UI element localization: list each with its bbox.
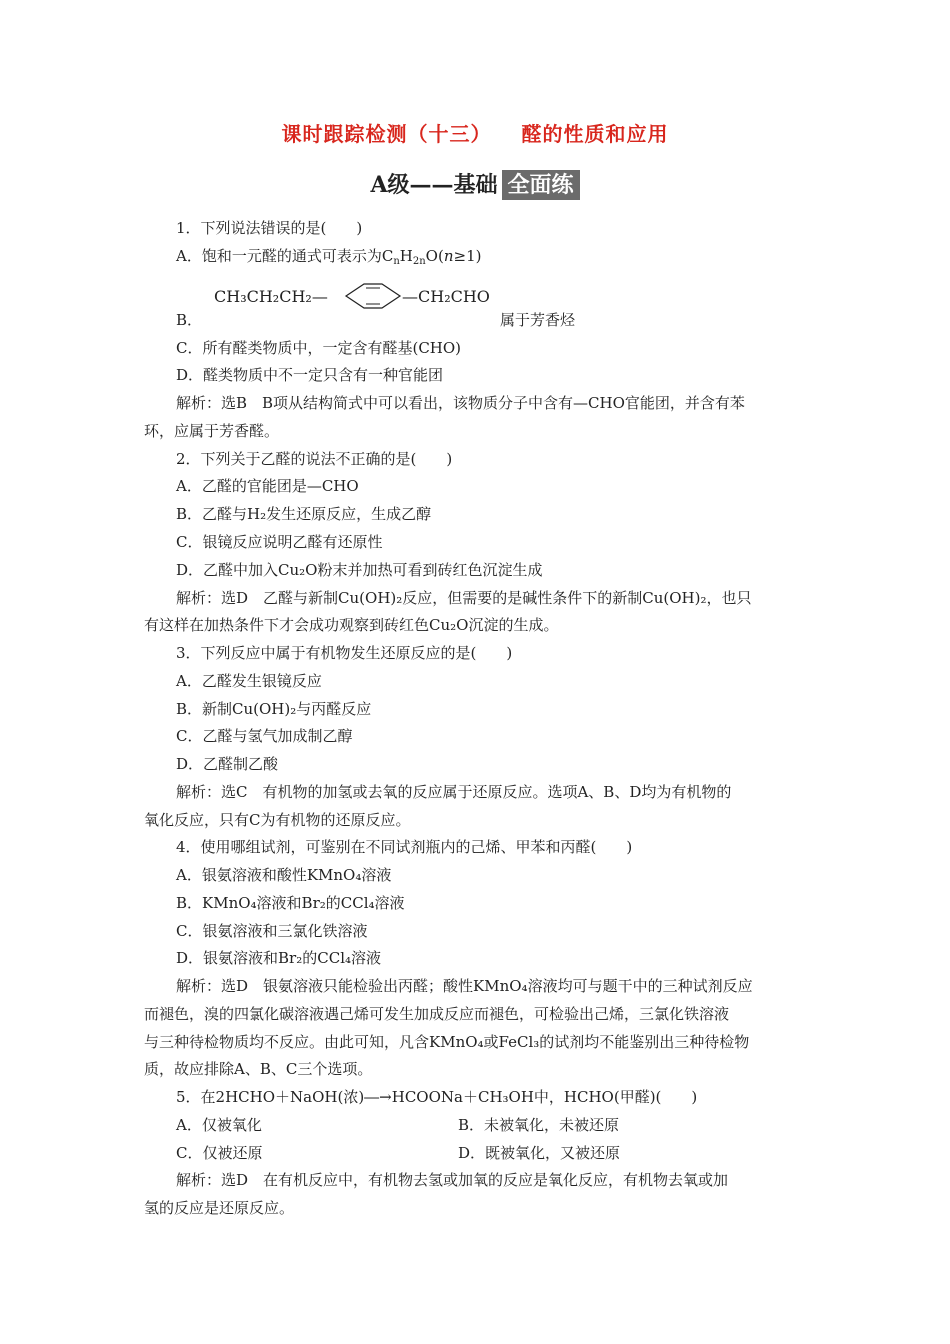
- q5-stem: 5．在2HCHO＋NaOH(浓)―→HCOONa＋CH₃OH中，HCHO(甲醛)( ): [176, 1088, 698, 1106]
- page-title: [0, 118, 950, 147]
- q2-stem: 2．下列关于乙醛的说法不正确的是( ): [176, 450, 453, 468]
- title-right: 醛的性质和应用: [521, 122, 669, 146]
- q2-analysis-2: 有这样在加热条件下才会成功观察到砖红色Cu₂O沉淀的生成。: [144, 616, 559, 634]
- title-left: 课时跟踪检测（十三）: [281, 122, 492, 146]
- q5-option-c: C．仅被还原: [176, 1144, 263, 1162]
- q4-option-c: C．银氨溶液和三氯化铁溶液: [176, 922, 368, 940]
- q1-analysis-1: 解析：选B B项从结构简式中可以看出，该物质分子中含有—CHO官能团，并含有苯: [176, 394, 745, 412]
- q3-option-d: D．乙醛制乙酸: [176, 755, 279, 773]
- q4-analysis-2: 而褪色，溴的四氯化碳溶液遇己烯可发生加成反应而褪色，可检验出己烯，三氯化铁溶液: [144, 1005, 730, 1023]
- q4-analysis-3: 与三种待检物质均不反应。由此可知，凡含KMnO₄或FeCl₃的试剂均不能鉴别出三种待检物: [144, 1033, 750, 1051]
- q3-analysis-1: 解析：选C 有机物的加氢或去氧的反应属于还原反应。选项A、B、D均为有机物的: [176, 783, 732, 801]
- q5-analysis-2: 氢的反应是还原反应。: [144, 1199, 295, 1217]
- level-heading: [0, 168, 950, 200]
- q5-option-a: A．仅被氧化: [176, 1116, 262, 1134]
- q1-option-b-tail: 属于芳香烃: [500, 311, 576, 329]
- level-text: A级——基础: [370, 172, 498, 198]
- formula-left: CH₃CH₂CH₂—: [214, 287, 328, 306]
- q3-stem: 3．下列反应中属于有机物发生还原反应的是( ): [176, 644, 513, 662]
- q5-analysis-1: 解析：选D 在有机反应中，有机物去氢或加氧的反应是氧化反应，有机物去氧或加: [176, 1171, 729, 1189]
- q2-analysis-1: 解析：选D 乙醛与新制Cu(OH)₂反应，但需要的是碱性条件下的新制Cu(OH)₂，也只: [176, 589, 752, 607]
- q2-option-d: D．乙醛中加入Cu₂O粉末并加热可看到砖红色沉淀生成: [176, 561, 543, 579]
- q1-option-b-label: B．: [176, 311, 203, 329]
- q1-option-d: D．醛类物质中不一定只含有一种官能团: [176, 366, 444, 384]
- q4-analysis-4: 质，故应排除A、B、C三个选项。: [144, 1060, 373, 1078]
- q1-option-c: C．所有醛类物质中，一定含有醛基(CHO): [176, 339, 462, 357]
- formula-right: —CH₂CHO: [402, 287, 490, 306]
- q2-option-c: C．银镜反应说明乙醛有还原性: [176, 533, 383, 551]
- q5-option-b: B．未被氧化，未被还原: [458, 1116, 620, 1134]
- q3-analysis-2: 氧化反应，只有C为有机物的还原反应。: [144, 811, 411, 829]
- q5-option-d: D．既被氧化，又被还原: [458, 1144, 621, 1162]
- level-box: 全面练: [502, 170, 580, 200]
- q1-stem: 1．下列说法错误的是( ): [176, 219, 363, 237]
- q2-option-a: A．乙醛的官能团是—CHO: [176, 477, 359, 495]
- q4-option-d: D．银氨溶液和Br₂的CCl₄溶液: [176, 949, 381, 967]
- q4-analysis-1: 解析：选D 银氨溶液只能检验出丙醛；酸性KMnO₄溶液均可与题干中的三种试剂反应: [176, 977, 753, 995]
- q2-option-b: B．乙醛与H₂发生还原反应，生成乙醇: [176, 505, 432, 523]
- q1-analysis-2: 环，应属于芳香醛。: [144, 422, 280, 440]
- q4-stem: 4．使用哪组试剂，可鉴别在不同试剂瓶内的己烯、甲苯和丙醛( ): [176, 838, 633, 856]
- q1-structural-formula: [214, 282, 504, 322]
- q3-option-a: A．乙醛发生银镜反应: [176, 672, 322, 690]
- q4-option-a: A．银氨溶液和酸性KMnO₄溶液: [176, 866, 392, 884]
- q3-option-b: B．新制Cu(OH)₂与丙醛反应: [176, 700, 372, 718]
- q3-option-c: C．乙醛与氢气加成制乙醇: [176, 727, 353, 745]
- q4-option-b: B．KMnO₄溶液和Br₂的CCl₄溶液: [176, 894, 405, 912]
- benzene-ring-formula: [214, 282, 504, 322]
- q1-option-a: A．饱和一元醛的通式可表示为$C_nH_{2n}O(n\ge 1)$: [176, 247, 482, 267]
